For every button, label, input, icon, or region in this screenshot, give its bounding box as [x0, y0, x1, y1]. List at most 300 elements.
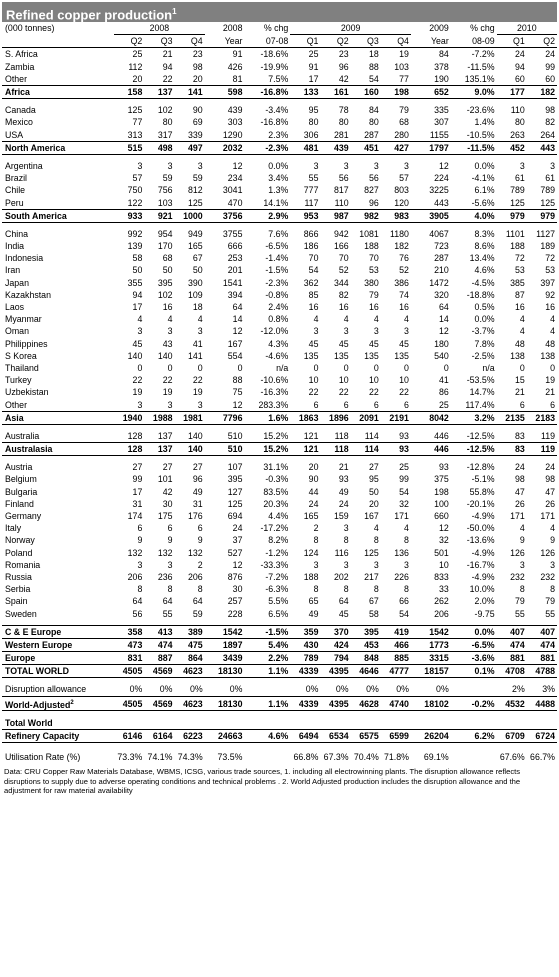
table-cell: 3 [313, 326, 319, 337]
table-cell: -10.5% [466, 129, 495, 140]
table-cell: 56 [338, 173, 349, 184]
table-cell: 1542 [205, 625, 245, 638]
table-cell: 3 [167, 559, 173, 570]
table-cell: 122 [127, 197, 143, 208]
table-row [2, 301, 557, 313]
table-row [2, 683, 557, 696]
table-cell: 8 [343, 535, 349, 546]
table-cell: 864 [175, 652, 205, 665]
table-cell: 24 [338, 498, 349, 509]
pct-chg-0708-label: % chg [263, 23, 289, 34]
row-label [2, 85, 114, 98]
table-cell: 4.6% [474, 265, 495, 276]
table-cell: 6146 [114, 729, 144, 742]
table-cell: 170 [157, 241, 173, 252]
row-label-text: Mexico [5, 117, 33, 128]
table-cell: -33.3% [260, 559, 289, 570]
table-cell: 64 [232, 302, 243, 313]
table-cell: 4 [519, 326, 525, 337]
table-cell: -1.5% [265, 265, 289, 276]
table-cell: 4532 [497, 696, 527, 711]
table-cell: 27 [368, 462, 379, 473]
table-cell: 68 [162, 253, 173, 264]
table-cell: 167 [364, 511, 379, 522]
table-cell: 16 [338, 302, 349, 313]
table-cell: 110 [334, 197, 349, 208]
table-cell: 10 [368, 375, 379, 386]
table-cell: 6 [313, 399, 319, 410]
table-cell: 58 [132, 253, 143, 264]
table-cell: 79 [368, 289, 379, 300]
table-cell: 32 [399, 498, 409, 509]
table-cell: 86 [438, 387, 449, 398]
table-cell: 20 [368, 498, 379, 509]
table-cell: 4339 [290, 665, 320, 678]
table-cell: 45 [338, 338, 349, 349]
table-cell: 21 [338, 462, 349, 473]
table-cell: 17 [308, 73, 319, 84]
table-cell: 80 [514, 117, 525, 128]
table-cell: 21 [545, 387, 555, 398]
table-cell [175, 716, 205, 729]
table-cell: 6.5% [268, 608, 289, 619]
table-cell: 789 [290, 652, 320, 665]
table-cell: 93 [438, 462, 449, 473]
table-cell: 23 [338, 49, 349, 60]
table-cell: 1940 [114, 411, 144, 424]
table-cell: 3.4% [268, 173, 289, 184]
table-cell: 694 [227, 511, 243, 522]
table-cell: 264 [540, 129, 555, 140]
table-cell: 4505 [114, 665, 144, 678]
table-cell: 4 [519, 523, 525, 534]
table-cell: 14.7% [469, 387, 495, 398]
table-row [2, 571, 557, 583]
table-cell: 3 [167, 326, 173, 337]
table-cell: 99 [399, 474, 409, 485]
table-cell: -10.6% [260, 375, 289, 386]
col-header: 07-08 [244, 35, 290, 48]
table-cell: 887 [144, 652, 174, 665]
table-cell: 91 [232, 49, 243, 60]
year-group-2010-quarters: 2010 [497, 22, 557, 35]
table-cell: 979 [497, 209, 527, 222]
table-cell: 42 [162, 486, 173, 497]
table-cell: 116 [334, 547, 349, 558]
table-cell: 18130 [205, 696, 245, 711]
table-cell: 77 [132, 117, 143, 128]
table-cell: 12 [232, 559, 243, 570]
table-cell: 848 [351, 652, 381, 665]
row-label-text: TOTAL WORLD [5, 666, 70, 677]
table-cell: 7.8% [474, 338, 495, 349]
row-label [2, 73, 114, 86]
table-cell: 3 [550, 559, 555, 570]
table-row [2, 228, 557, 240]
row-label [2, 362, 114, 374]
table-row [2, 522, 557, 534]
table-cell: 470 [227, 197, 243, 208]
table-cell: 18130 [205, 665, 245, 678]
table-cell: 386 [394, 277, 409, 288]
table-cell: 188 [510, 241, 525, 252]
table-cell: 481 [290, 141, 320, 154]
table-cell: 12 [438, 160, 449, 171]
table-cell: 0 [373, 362, 379, 373]
table-cell: 132 [157, 547, 173, 558]
table-cell: 91 [308, 61, 319, 72]
table-cell: 3 [167, 399, 173, 410]
table-cell: 19 [132, 387, 143, 398]
table-cell: 3439 [205, 652, 245, 665]
table-cell: 137 [157, 430, 173, 441]
table-cell: 79 [545, 596, 555, 607]
table-cell: 1000 [175, 209, 205, 222]
table-cell [497, 716, 527, 729]
table-cell: 71.8% [384, 751, 409, 762]
table-cell: 8.2% [268, 535, 289, 546]
table-cell: 206 [434, 608, 449, 619]
table-cell: 74.1% [147, 751, 173, 762]
table-cell [381, 716, 411, 729]
table-row [2, 534, 557, 546]
table-row [2, 398, 557, 411]
table-cell: 4.4% [268, 511, 289, 522]
table-cell: 6223 [175, 729, 205, 742]
table-cell: 57 [399, 173, 409, 184]
row-label [2, 338, 114, 350]
table-cell: 234 [227, 173, 243, 184]
table-cell: 0 [137, 362, 143, 373]
table-cell: 95 [368, 474, 379, 485]
table-cell: -5.1% [471, 474, 495, 485]
table-cell: 16 [399, 302, 409, 313]
table-cell: 125 [540, 197, 555, 208]
table-cell: 8.6% [474, 241, 495, 252]
subtotal-row [2, 665, 557, 678]
table-cell: 66.8% [293, 751, 319, 762]
table-cell: 19 [545, 375, 555, 386]
table-cell: 953 [290, 209, 320, 222]
table-cell: 119 [540, 430, 555, 441]
table-cell: 8 [313, 584, 319, 595]
table-cell: 3905 [411, 209, 451, 222]
row-label [2, 160, 114, 172]
table-cell: 95 [308, 105, 319, 116]
row-label-text: Western Europe [5, 639, 73, 650]
table-cell: 98 [514, 474, 525, 485]
table-cell: 117.4% [465, 399, 495, 410]
table-cell: 70 [308, 253, 319, 264]
row-label-text: China [5, 228, 28, 239]
subtotal-row [2, 729, 557, 742]
table-cell: -4.5% [471, 277, 495, 288]
table-cell: 114 [351, 443, 381, 456]
table-cell: 25 [132, 49, 143, 60]
row-label [2, 729, 114, 742]
table-cell: 50 [368, 486, 379, 497]
table-cell: 0.0% [474, 314, 495, 325]
table-cell: 4 [137, 314, 143, 325]
row-label [2, 325, 114, 337]
table-cell: -5.6% [471, 197, 495, 208]
table-cell: 74 [399, 289, 409, 300]
table-cell: 16 [545, 302, 555, 313]
table-cell: 0% [189, 684, 203, 695]
row-label-text: Italy [5, 523, 22, 534]
table-cell: 10 [338, 375, 349, 386]
table-cell: 85 [308, 289, 319, 300]
table-cell: 102 [157, 289, 173, 300]
table-cell: 0% [436, 684, 449, 695]
table-cell: 0% [229, 684, 243, 695]
table-cell: -16.7% [466, 559, 495, 570]
table-cell: 66 [399, 596, 409, 607]
row-label [2, 473, 114, 485]
table-cell: 3 [313, 559, 319, 570]
table-row [2, 338, 557, 350]
table-cell: 394 [227, 289, 243, 300]
table-cell: 3 [137, 160, 143, 171]
table-cell: 5.4% [244, 638, 290, 651]
table-cell: 358 [114, 625, 144, 638]
table-cell [320, 716, 350, 729]
table-cell: -9.75 [474, 608, 495, 619]
table-cell: 133 [290, 85, 320, 98]
table-cell: -12.8% [466, 462, 495, 473]
table-cell: 1897 [205, 638, 245, 651]
table-cell: 21 [514, 387, 525, 398]
table-cell: 232 [540, 571, 555, 582]
table-cell: 817 [333, 185, 349, 196]
table-cell: 93 [381, 443, 411, 456]
row-label-text: South America [5, 210, 67, 221]
table-cell: -4.9% [471, 547, 495, 558]
table-row [2, 289, 557, 301]
table-cell: 4569 [144, 696, 174, 711]
table-cell: 0.0% [474, 160, 495, 171]
table-cell: 125 [127, 105, 143, 116]
row-label-text: Disruption allowance [5, 684, 87, 695]
table-cell: 303 [227, 117, 243, 128]
table-cell: 94 [162, 61, 173, 72]
row-label-text: Bulgaria [5, 486, 38, 497]
table-cell: 45 [132, 338, 143, 349]
table-row [2, 350, 557, 362]
table-cell: 54 [399, 608, 409, 619]
table-cell: 4 [550, 314, 555, 325]
table-cell: 439 [320, 141, 350, 154]
table-cell: 385 [510, 277, 525, 288]
table-cell: 135 [364, 350, 379, 361]
row-label [2, 607, 114, 619]
table-cell: 26 [514, 498, 525, 509]
table-cell: 2183 [527, 411, 557, 424]
table-row [2, 240, 557, 252]
table-cell: 1472 [429, 277, 449, 288]
row-label [2, 716, 114, 729]
table-cell: 15 [514, 375, 525, 386]
table-cell [351, 716, 381, 729]
table-cell: 186 [303, 241, 319, 252]
table-cell: 8.3% [474, 228, 495, 239]
table-cell: 138 [540, 350, 555, 361]
table-cell: 128 [127, 430, 143, 441]
table-cell: 1155 [429, 129, 449, 140]
row-label-text: Turkey [5, 375, 32, 386]
row-label [2, 209, 114, 222]
table-cell: 443 [527, 141, 557, 154]
table-cell: 101 [157, 474, 173, 485]
table-cell: -1.5% [244, 625, 290, 638]
table-cell: 45 [399, 338, 409, 349]
table-cell: 10.0% [469, 584, 495, 595]
table-row [2, 430, 557, 443]
table-cell: -16.8% [260, 117, 289, 128]
table-cell: 307 [434, 117, 449, 128]
table-cell: 4 [197, 314, 203, 325]
table-cell: -18.6% [260, 49, 289, 60]
table-cell: 3% [542, 684, 555, 695]
table-cell: 138 [510, 350, 525, 361]
table-cell: -12.5% [466, 430, 495, 441]
table-cell: 6575 [351, 729, 381, 742]
table-cell: 413 [144, 625, 174, 638]
table-cell: 4777 [381, 665, 411, 678]
table-cell: 4623 [175, 696, 205, 711]
table-row [2, 510, 557, 522]
table-cell: 109 [187, 289, 203, 300]
table-cell: 18157 [411, 665, 451, 678]
row-label [2, 583, 114, 595]
table-cell: 4740 [381, 696, 411, 711]
table-cell: 96 [192, 474, 203, 485]
row-label-text: Other [5, 73, 28, 84]
table-cell: 103 [394, 61, 409, 72]
table-cell: 171 [510, 511, 525, 522]
table-cell: 1101 [505, 228, 525, 239]
table-cell: 141 [187, 350, 203, 361]
table-cell: 2.4% [268, 302, 289, 313]
table-cell [290, 716, 320, 729]
table-cell: 515 [114, 141, 144, 154]
table-cell: 54 [308, 265, 319, 276]
table-cell: 1863 [290, 411, 320, 424]
table-cell: 4 [167, 314, 173, 325]
row-label-text: Canada [5, 105, 36, 116]
row-label-text: Australasia [5, 444, 53, 455]
table-cell: 81 [232, 73, 243, 84]
table-cell: 452 [497, 141, 527, 154]
table-cell: -6.5% [265, 241, 289, 252]
table-cell: 206 [187, 571, 203, 582]
table-cell: 159 [333, 511, 349, 522]
table-cell: 54 [368, 73, 379, 84]
table-cell [205, 716, 245, 729]
row-label-text: Japan [5, 277, 29, 288]
table-cell: 59 [192, 173, 203, 184]
table-cell: 473 [114, 638, 144, 651]
table-cell: 12 [438, 523, 449, 534]
table-cell: 6709 [497, 729, 527, 742]
table-cell: 64 [132, 596, 143, 607]
table-cell: 378 [434, 61, 449, 72]
row-label-text: Indonesia [5, 253, 44, 264]
table-row [2, 61, 557, 73]
table-cell: 756 [157, 185, 173, 196]
table-cell: 83 [497, 443, 527, 456]
table-row [2, 129, 557, 142]
table-cell: 73.3% [117, 751, 143, 762]
table-cell: 73.5% [217, 751, 243, 762]
table-cell: 126 [510, 547, 525, 558]
table-cell: 67 [192, 253, 203, 264]
table-cell: 10 [438, 559, 449, 570]
table-cell: 497 [175, 141, 205, 154]
table-cell: 158 [114, 85, 144, 98]
table-cell: 2.9% [244, 209, 290, 222]
table-cell: 1180 [390, 228, 409, 239]
table-cell: 7796 [205, 411, 245, 424]
table-cell: 96 [338, 61, 349, 72]
table-cell: 1127 [536, 228, 555, 239]
table-cell: 20 [192, 73, 203, 84]
table-cell: 77 [399, 73, 409, 84]
row-label [2, 443, 114, 456]
table-row [2, 184, 557, 196]
table-cell: 112 [128, 61, 143, 72]
table-cell: 26204 [411, 729, 451, 742]
table-cell: 439 [227, 105, 243, 116]
table-row [2, 362, 557, 374]
table-cell: -11.5% [451, 141, 497, 154]
table-cell: -7.2% [265, 571, 289, 582]
table-cell: 3 [404, 559, 409, 570]
table-cell: 0.8% [268, 314, 289, 325]
table-cell: 501 [434, 547, 449, 558]
row-label [2, 571, 114, 583]
table-cell: 475 [175, 638, 205, 651]
table-cell: 94 [132, 289, 143, 300]
row-label [2, 683, 114, 696]
table-cell: 110 [510, 105, 525, 116]
table-cell: 466 [381, 638, 411, 651]
table-cell: 88 [368, 61, 379, 72]
row-label-text: Norway [5, 535, 35, 546]
table-cell: 22 [162, 73, 173, 84]
col-header: Q2 [527, 35, 557, 48]
table-cell: 125 [227, 498, 243, 509]
table-cell: 80 [338, 117, 349, 128]
table-cell: 64 [192, 596, 203, 607]
table-cell: 171 [394, 511, 409, 522]
subtotal-row [2, 443, 557, 456]
subtotal-row [2, 141, 557, 154]
year-group-2008-quarters: 2008 [114, 22, 204, 35]
row-label [2, 313, 114, 325]
table-cell: 70 [368, 253, 379, 264]
row-label-text: Finland [5, 498, 34, 509]
table-cell: 12 [438, 326, 449, 337]
table-cell: 8 [550, 584, 555, 595]
table-cell: 0.1% [451, 665, 497, 678]
table-cell: 1290 [222, 129, 243, 140]
table-cell: 982 [351, 209, 381, 222]
table-cell: 0 [519, 362, 525, 373]
footnote-marker: 2 [70, 699, 74, 706]
table-cell: 9 [550, 535, 555, 546]
header-row-periods [2, 35, 557, 48]
